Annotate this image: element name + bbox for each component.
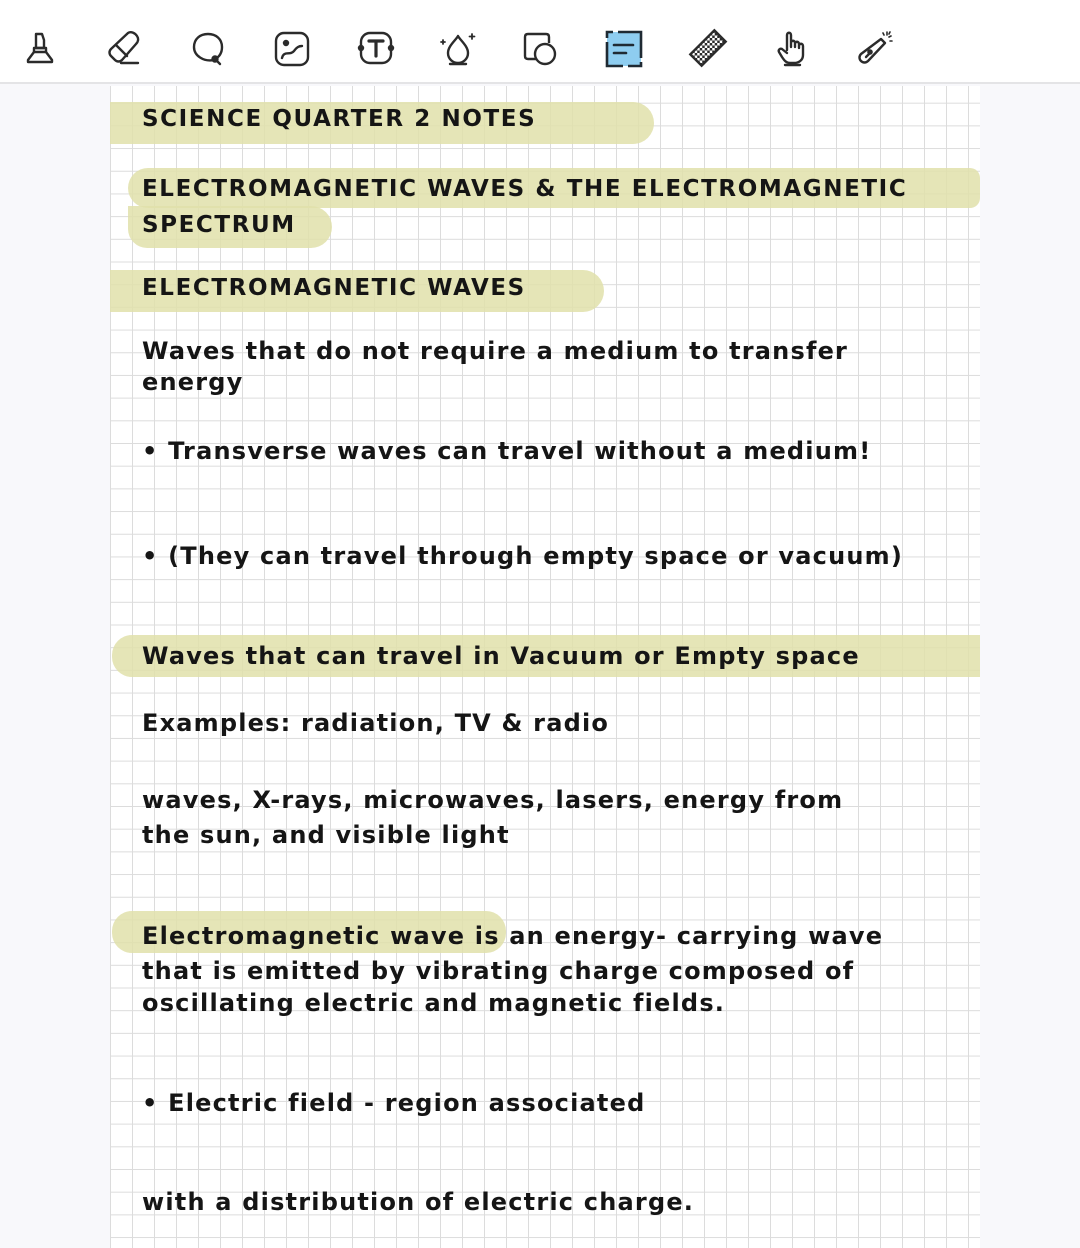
em-wave-term: Electromagnetic wave [142,922,466,950]
sticky-note-tool-button[interactable] [602,26,646,70]
examples-cont-line1: waves, X-rays, microwaves, lasers, energy from [142,786,844,814]
sticky-note-icon [604,28,644,68]
bullet-electric-field: • Electric field - region associated [142,1087,645,1119]
pen-icon [20,28,60,68]
toolbar [0,0,1080,84]
em-wave-definition-line2: that is emitted by vibrating charge composed of [142,957,855,985]
em-wave-definition-line3: oscillating electric and magnetic fields. [142,989,726,1017]
text-tool-button[interactable] [354,26,398,70]
tape-tool-button[interactable] [686,26,730,70]
section-heading-line1: ELECTROMAGNETIC WAVES & THE ELECTROMAGNETIC [142,176,908,202]
definition-line1: Waves that do not require a medium to transfer [142,337,849,365]
subheading: ELECTROMAGNETIC WAVES [142,275,526,301]
image-tool-button[interactable] [270,26,314,70]
examples-line: Examples: radiation, TV & radio [142,709,610,737]
shapes-icon [520,28,560,68]
shapes-tool-button[interactable] [518,26,562,70]
tape-icon [688,28,728,68]
laser-pointer-tool-button[interactable] [852,26,896,70]
eraser-tool-button[interactable] [102,26,146,70]
definition-line2: energy [142,368,244,396]
examples-cont-line2: the sun, and visible light [142,821,510,849]
text-icon [356,28,396,68]
notes-title: SCIENCE QUARTER 2 NOTES [142,106,537,132]
bullet-transverse: • Transverse waves can travel without a medium! [142,435,871,467]
hand-tool-button[interactable] [770,26,814,70]
bullet-vacuum: • (They can travel through empty space or vacuum) [142,540,903,572]
laser-pointer-icon [854,28,894,68]
pen-tool-button[interactable] [18,26,62,70]
image-icon [272,28,312,68]
em-wave-def-rest: is an energy- carrying wave [465,922,884,950]
eraser-icon [104,28,144,68]
lasso-tool-button[interactable] [186,26,230,70]
electric-field-cont: with a distribution of electric charge. [142,1188,695,1216]
elements-tool-button[interactable] [436,26,480,70]
vacuum-heading: Waves that can travel in Vacuum or Empty space [142,642,860,670]
lasso-icon [188,28,228,68]
hand-icon [772,28,812,68]
em-wave-definition-line1 [142,920,883,952]
section-heading-line2: SPECTRUM [142,212,296,238]
elements-icon [438,28,478,68]
